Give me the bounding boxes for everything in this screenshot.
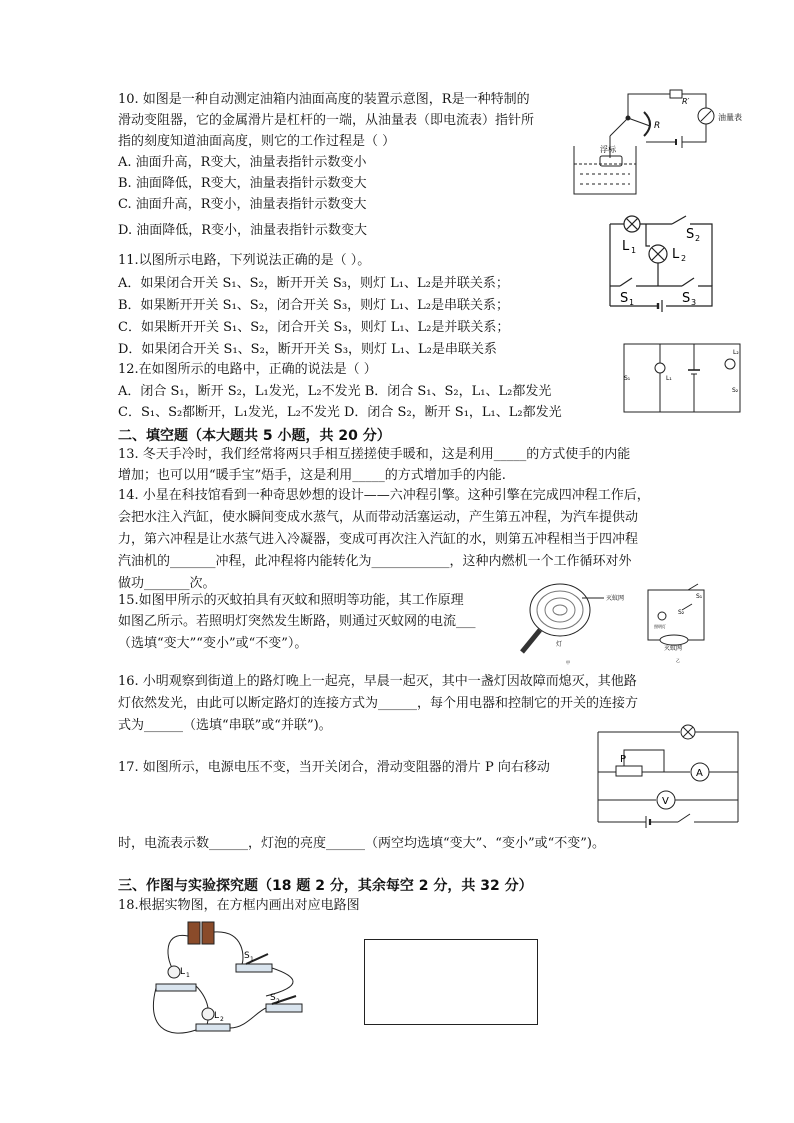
q10-stem-line3: 指的刻度知道油面高度，则它的工作过程是（ ） bbox=[118, 134, 396, 149]
q11-label-s1: S bbox=[620, 291, 629, 306]
q18-switch-s1-icon bbox=[236, 964, 272, 972]
q17-label-a: A bbox=[696, 768, 703, 779]
q11-label-s3: S bbox=[682, 291, 691, 306]
q18-switch-s2-icon bbox=[266, 1004, 302, 1012]
q10-stem-line2: 滑动变阻器，它的金属滑片是杠杆的一端，从油量表（即电流表）指针所 bbox=[118, 113, 535, 128]
q15-swatter-head-icon bbox=[530, 584, 590, 636]
q16-line2: 灯依然发光，由此可以断定路灯的连接方式为______，每个用电器和控制它的开关的连接方 bbox=[118, 696, 639, 711]
q11-label-l1-sub: 1 bbox=[631, 246, 637, 255]
q15-label-jia: 甲 bbox=[566, 660, 570, 665]
q18-battery-icon bbox=[188, 922, 200, 944]
q17-rheostat-icon bbox=[616, 766, 642, 776]
q15-line2: 如图乙所示。若照明灯突然发生断路，则通过灭蚊网的电流___ bbox=[118, 614, 476, 629]
q15-label-yi: 乙 bbox=[676, 658, 680, 663]
q11-option-d: D．如果闭合开关 S₁、S₂，断开开关 S₃，则灯 L₁、L₂是串联关系 bbox=[118, 342, 497, 357]
q15-label-light: 照明灯 bbox=[654, 624, 666, 629]
q17-label-p: P bbox=[620, 754, 627, 765]
q10-label-r: R bbox=[654, 121, 661, 131]
q12-label-l1: L₁ bbox=[666, 375, 672, 382]
q11-label-s2-sub: 2 bbox=[695, 234, 701, 243]
q18-label-l1-sub: 1 bbox=[186, 972, 190, 979]
q10-label-meter: 油量表 bbox=[718, 113, 742, 122]
q18-label-s1: S bbox=[244, 951, 250, 961]
section3-heading: 三、作图与实验探究题（18 题 2 分，其余每空 2 分，共 32 分） bbox=[118, 878, 533, 894]
q13-line1: 13. 冬天手冷时，我们经常将两只手相互搓搓使手暖和，这是利用_____的方式使手的内能 bbox=[118, 447, 631, 462]
q11-label-s1-sub: 1 bbox=[629, 298, 635, 307]
q17-line1: 17. 如图所示，电源电压不变，当开关闭合，滑动变阻器的滑片 P 向右移动 bbox=[118, 760, 550, 775]
q12-lamp-l1-icon bbox=[655, 363, 665, 373]
q12-label-s2: S₂ bbox=[732, 387, 739, 394]
q15-label-lamp: 灯 bbox=[556, 641, 563, 648]
q10-label-rprime: R′ bbox=[682, 97, 690, 106]
q18-label-s2-sub: 2 bbox=[276, 998, 280, 1005]
q10-oil-gauge-figure bbox=[570, 86, 750, 196]
q11-label-s3-sub: 3 bbox=[691, 298, 697, 307]
q18-label-s1-sub: 1 bbox=[250, 956, 254, 963]
q10-fixed-resistor bbox=[670, 90, 682, 98]
q15-label-net: 灭蚊网 bbox=[606, 595, 625, 602]
q16-line3: 式为______（选填“串联”或“并联”)。 bbox=[118, 718, 332, 733]
q15-mosquito-swatter-figure bbox=[512, 580, 712, 666]
q11-stem: 11.以图所示电路，下列说法正确的是（ ）。 bbox=[118, 253, 371, 268]
q11-option-c: C．如果断开开关 S₁、S₂，闭合开关 S₃，则灯 L₁、L₂是并联关系； bbox=[118, 320, 510, 335]
q12-circuit-figure bbox=[620, 340, 744, 416]
q17-circuit-figure bbox=[594, 720, 744, 828]
q11-circuit-figure bbox=[606, 206, 716, 318]
q18-label-s2: S bbox=[270, 993, 276, 1003]
q15-label-net2: 灭蚊网 bbox=[664, 645, 683, 652]
q11-label-l2-sub: 2 bbox=[681, 254, 687, 263]
q11-option-b: B．如果断开开关 S₁、S₂，闭合开关 S₃，则灯 L₁、L₂是串联关系； bbox=[118, 298, 509, 313]
q12-label-l2: L₂ bbox=[733, 349, 739, 356]
q11-label-l1: L bbox=[622, 239, 630, 254]
q11-label-l2: L bbox=[672, 247, 680, 262]
q18-label-l2: L bbox=[214, 1011, 220, 1021]
q10-stem-line1: 10. 如图是一种自动测定油箱内油面高度的装置示意图，R是一种特制的 bbox=[118, 92, 530, 107]
q12-options-row2: C．S₁、S₂都断开，L₁发光，L₂不发光 D．闭合 S₂，断开 S₁，L₁、L₂都发光 bbox=[118, 405, 562, 420]
q14-line2: 会把水注入汽缸，使水瞬间变成水蒸气，从而带动活塞运动，产生第五冲程，为汽车提供动 bbox=[118, 510, 639, 525]
q16-line1: 16. 小明观察到街道上的路灯晚上一起亮，早晨一起灭，其中一盏灯因故障而熄灭，其他路 bbox=[118, 674, 637, 689]
q10-option-d: D. 油面降低，R变小，油量表指针示数变大 bbox=[118, 223, 368, 238]
q10-option-a: A. 油面升高，R变大，油量表指针示数变小 bbox=[118, 155, 367, 170]
q15-light-icon bbox=[658, 612, 666, 620]
q10-label-float: 浮标 bbox=[600, 145, 616, 154]
q18-answer-box[interactable] bbox=[364, 939, 538, 1025]
q12-options-row1: A．闭合 S₁，断开 S₂，L₁发光，L₂不发光 B．闭合 S₁、S₂，L₁、L₂都发光 bbox=[118, 384, 552, 399]
q13-line2: 增加；也可以用“暖手宝”焐手，这是利用_____的方式增加手的内能. bbox=[118, 468, 506, 483]
q18-label-l1: L bbox=[180, 967, 186, 977]
q14-line3: 力，第六冲程是让水蒸气进入冷凝器，变成可再次注入汽缸的水，则第五冲程相当于四冲程 bbox=[118, 532, 639, 547]
q12-lamp-l2-icon bbox=[725, 359, 735, 369]
q18-physical-circuit-figure bbox=[146, 916, 326, 1044]
q11-label-s2: S bbox=[686, 227, 695, 242]
q12-label-s1: S₁ bbox=[624, 375, 631, 382]
q15-label-s2: S₂ bbox=[678, 609, 685, 616]
q14-line1: 14. 小星在科技馆看到一种奇思妙想的设计——六冲程引擎。这种引擎在完成四冲程工作后， bbox=[118, 488, 650, 503]
q18-stem: 18.根据实物图，在方框内画出对应电路图 bbox=[118, 898, 360, 913]
q18-bulb-l1-icon bbox=[168, 966, 180, 978]
q14-line5: 做功_______次。 bbox=[118, 576, 216, 591]
q11-option-a: A．如果闭合开关 S₁、S₂，断开开关 S₃，则灯 L₁、L₂是并联关系； bbox=[118, 276, 509, 291]
q17-label-v: V bbox=[662, 796, 669, 807]
q12-stem: 12.在如图所示的电路中，正确的说法是（ ） bbox=[118, 362, 377, 377]
q18-label-l2-sub: 2 bbox=[220, 1016, 224, 1023]
q18-bulb-l2-icon bbox=[202, 1008, 214, 1020]
q15-line3: （选填“变大”“变小”或“不变”）。 bbox=[118, 636, 308, 651]
section2-heading: 二、填空题（本大题共 5 小题，共 20 分） bbox=[118, 428, 391, 444]
q15-line1: 15.如图甲所示的灭蚊拍具有灭蚊和照明等功能，其工作原理 bbox=[118, 593, 464, 608]
q17-line2: 时，电流表示数______，灯泡的亮度______（两空均选填“变大”、“变小”或“不变”)。 bbox=[118, 836, 605, 851]
q15-label-s1: S₁ bbox=[696, 593, 703, 600]
q14-line4: 汽油机的_______冲程，此冲程将内能转化为____________，这种内燃机一个工作循环对外 bbox=[118, 554, 632, 569]
q10-option-b: B. 油面降低，R变大，油量表指针示数变大 bbox=[118, 176, 367, 191]
q10-option-c: C. 油面升高，R变小，油量表指针示数变大 bbox=[118, 197, 367, 212]
